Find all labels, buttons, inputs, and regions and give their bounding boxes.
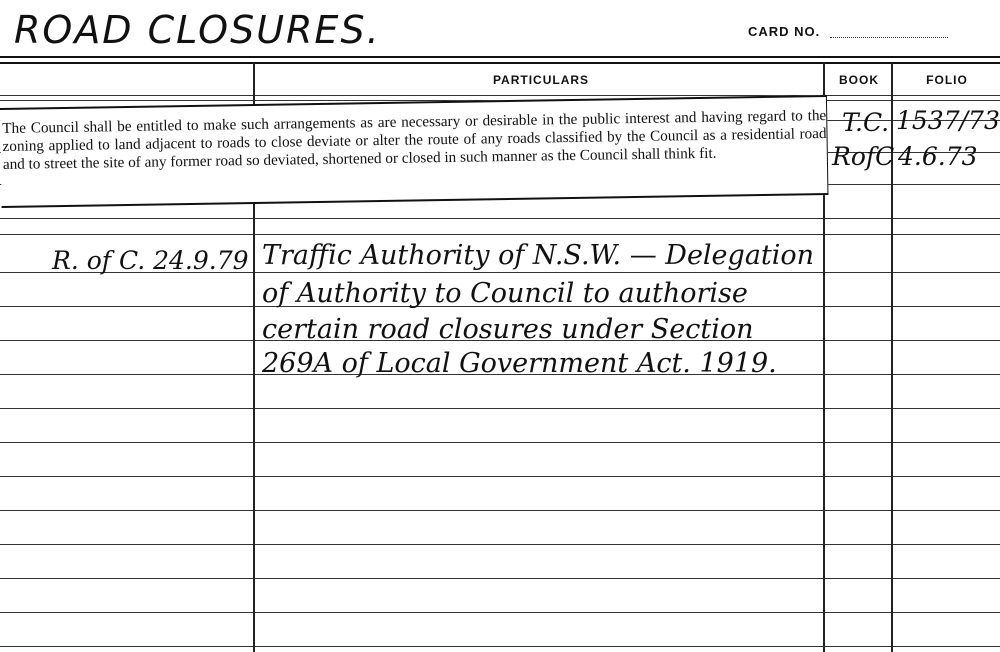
top-rule-2 [0, 62, 1000, 64]
folio-reference-2: 4.6.73 [898, 142, 978, 171]
entry-line-2: of Authority to Council to authorise [262, 278, 748, 309]
ruled-line [0, 510, 1000, 511]
card-title: ROAD CLOSURES. [14, 8, 381, 52]
top-rule [0, 56, 1000, 58]
ruled-line [0, 544, 1000, 545]
column-header-book: BOOK [839, 73, 879, 87]
book-reference-1: T.C. [842, 108, 890, 137]
entry-date: R. of C. 24.9.79 [52, 246, 249, 275]
book-reference-2: RofC [832, 142, 895, 171]
ruled-line [0, 476, 1000, 477]
slip-text: The Council shall be entitled to make such arrangements as are necessary or desirable in the public interest and having regard to the zoning applied to land adjacent to roads to close deviate or alter the route of any roads classified by the Council as a residential road and to street the site of any former road so deviated, shortened or closed in such manner as the Council shall think fit. [2, 107, 827, 173]
ruled-line [0, 218, 1000, 219]
header-rule [0, 95, 1000, 96]
card-number-label: CARD NO. [748, 24, 821, 39]
folio-reference-1: 1537/73 [896, 106, 1000, 135]
entry-line-4: 269A of Local Government Act. 1919. [262, 348, 777, 379]
ruled-line [0, 578, 1000, 579]
ruled-line [0, 612, 1000, 613]
column-header-particulars: PARTICULARS [492, 73, 590, 87]
ruled-line [0, 646, 1000, 647]
column-header-folio: FOLIO [926, 73, 968, 87]
entry-line-3: certain road closures under Section [262, 314, 754, 345]
ruled-line [0, 408, 1000, 409]
card-number-field [830, 37, 948, 38]
ruled-line [0, 442, 1000, 443]
ruled-line [0, 234, 1000, 235]
entry-line-1: Traffic Authority of N.S.W. — Delegation [262, 240, 815, 271]
pasted-resolution-slip [0, 95, 828, 208]
